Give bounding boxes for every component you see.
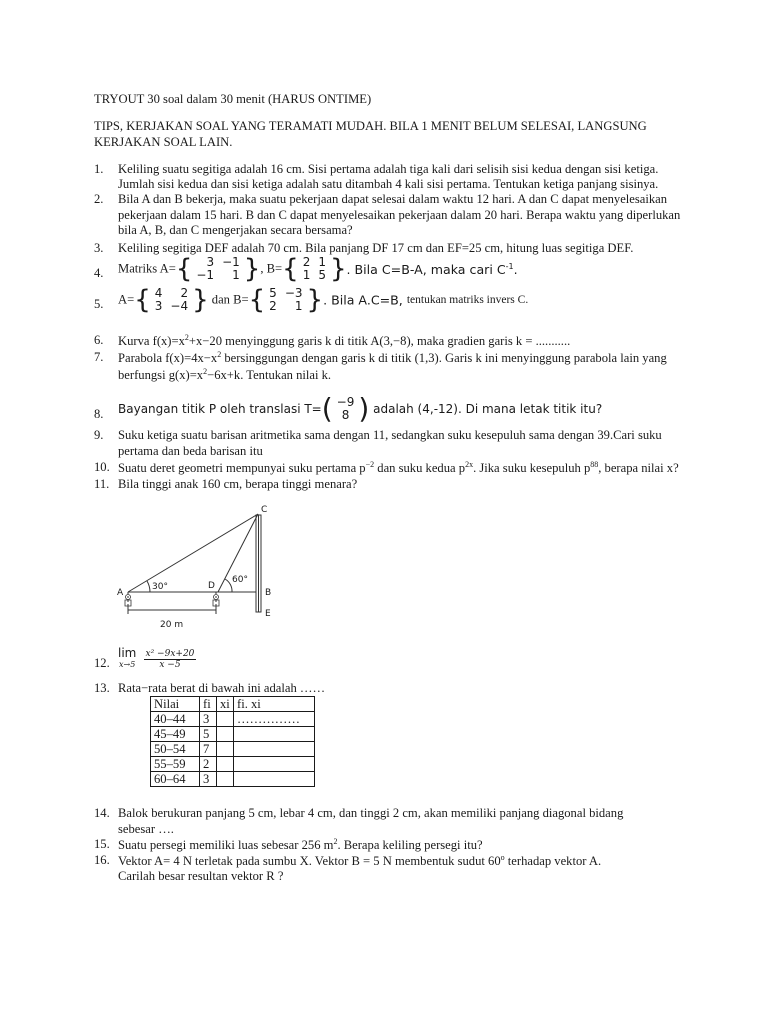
question-text: sebesar …. [118, 822, 174, 836]
question-text: bila A, B, dan C mengerjakan secara bersama? [118, 223, 353, 237]
matrix-bracket: { [175, 254, 193, 284]
question-text: Matriks A= [118, 261, 176, 276]
question-text-part: . Jika suku kesepuluh p [473, 461, 591, 476]
question-text [118, 333, 570, 349]
vector-cell: −9 [336, 395, 355, 409]
table-cell [217, 727, 234, 742]
vector-bracket: ) [358, 392, 370, 425]
matrix-cell: 1 [294, 299, 303, 313]
matrix-cell: −1 [196, 268, 215, 282]
superscript: 2 [333, 837, 338, 846]
question-number: 2. [94, 192, 104, 206]
question-text: Keliling segitiga DEF adalah 70 cm. Bila panjang DF 17 cm dan EF=25 cm, hitung luas segitiga DEF. [118, 241, 634, 255]
angle-d-label: 60° [232, 575, 248, 585]
matrix-bracket: } [306, 285, 324, 315]
question-number: 11. [94, 477, 110, 491]
table-cell: 55–59 [151, 757, 200, 772]
question-text: Carilah besar resultan vektor R ? [118, 869, 284, 883]
question-text-part: terhadap vektor A. [504, 854, 602, 869]
question-number: 14. [94, 806, 110, 820]
question-text-part: bersinggungan dengan garis k di titik (1,3). Garis k ini menyinggung parabola lain yang [221, 351, 667, 366]
question-text: A= [118, 292, 135, 307]
denominator: x −5 [159, 659, 181, 670]
table-cell: 2 [200, 757, 217, 772]
matrix-cell: 2 [302, 255, 311, 269]
table-row [151, 742, 315, 757]
question-text [118, 367, 331, 383]
limit-fraction [144, 649, 197, 670]
table-cell [234, 772, 315, 787]
header-cell: xi [217, 697, 234, 712]
question-text [118, 853, 601, 869]
question-text-part: Suatu persegi memiliki luas sebesar 256 m [118, 838, 334, 853]
limit-subscript: x→5 [119, 660, 136, 669]
question-text-part: . Berapa keliling persegi itu? [337, 838, 483, 853]
matrix-a [151, 287, 192, 313]
table-cell: 45–49 [151, 727, 200, 742]
table-cell: 3 [200, 712, 217, 727]
superscript: o [500, 853, 505, 862]
matrix-cell: −4 [170, 299, 189, 313]
matrix-cell: 3 [206, 255, 215, 269]
matrix-cell: 1 [232, 268, 240, 282]
matrix-cell: 5 [318, 268, 326, 282]
question-text: Jumlah sisi kedua dan sisi ketiga adalah satu ditambah 4 kali sisi pertama. Tentukan ketiga panjang sisinya. [118, 177, 659, 191]
question-number: 6. [94, 333, 104, 347]
superscript: 2x [465, 460, 474, 469]
table-cell: 7 [200, 742, 217, 757]
question-text-part: , berapa nilai x? [598, 461, 679, 476]
question-text: , B= [260, 261, 283, 276]
question-text: Keliling suatu segitiga adalah 16 cm. Sisi pertama adalah tiga kali dari selisih sisi kedua dengan sisi ketiga. [118, 162, 659, 176]
question-text [118, 350, 667, 366]
table-header-row [151, 697, 315, 712]
question-number: 7. [94, 350, 104, 364]
matrix-bracket: { [248, 285, 266, 315]
matrix-cell: 5 [269, 286, 277, 300]
table-cell [217, 772, 234, 787]
question-number: 16. [94, 853, 110, 867]
question-text: adalah (4,-12). Di mana letak titik itu? [369, 402, 603, 416]
question-text-part: Kurva f(x)=x [118, 334, 185, 349]
question-text [118, 837, 483, 853]
superscript: -1 [505, 261, 514, 271]
superscript: 2 [184, 333, 189, 342]
question-text-part: . [513, 261, 518, 277]
vector-bracket: ( [321, 392, 333, 425]
tower-figure [110, 500, 290, 635]
frequency-table [150, 696, 315, 787]
question-number: 1. [94, 162, 104, 176]
question-text: Bayangan titik P oleh translasi T= [118, 402, 322, 416]
table-cell [217, 742, 234, 757]
question-text: Rata−rata berat di bawah ini adalah …… [118, 681, 326, 695]
tips-line-2: KERJAKAN SOAL LAIN. [94, 135, 233, 149]
question-text: Balok berukuran panjang 5 cm, lebar 4 cm, dan tinggi 2 cm, akan memiliki panjang diagonal bidang [118, 806, 624, 820]
matrix-bracket: } [243, 254, 261, 284]
numerator: x² −9x+20 [145, 648, 195, 659]
question-text-part: Parabola f(x)=4x−x [118, 351, 218, 366]
table-row [151, 727, 315, 742]
question-text-part: Suatu deret geometri mempunyai suku pertama p [118, 461, 366, 476]
superscript: −2 [365, 460, 375, 469]
matrix-bracket: { [282, 254, 299, 284]
superscript: 2 [203, 367, 208, 376]
matrix-cell: 3 [154, 299, 163, 313]
matrix-cell: −3 [284, 286, 303, 300]
question-text-part: Vektor A= 4 N terletak pada sumbu X. Vektor B = 5 N membentuk sudut 60 [118, 854, 501, 869]
superscript: 88 [590, 460, 599, 469]
translation-vector [333, 396, 359, 422]
header-cell: Nilai [151, 697, 200, 712]
limit-symbol: lim [118, 646, 137, 660]
vector-cell: 8 [341, 408, 350, 422]
label-c: C [261, 505, 268, 515]
table-row [151, 757, 315, 772]
question-number: 9. [94, 428, 104, 442]
question-text: pertama dan beda barisan itu [118, 444, 263, 458]
matrix-b [299, 256, 330, 282]
question-text: . Bila A.C=B, [323, 292, 407, 308]
label-a: A [117, 588, 124, 598]
matrix-cell: 1 [302, 268, 311, 282]
document-title: TRYOUT 30 soal dalam 30 menit (HARUS ONTIME) [94, 92, 372, 106]
table-cell: 40–44 [151, 712, 200, 727]
matrix-cell: 1 [318, 255, 326, 269]
question-number: 4. [94, 266, 104, 280]
superscript: 2 [217, 350, 222, 359]
table-cell: 5 [200, 727, 217, 742]
table-cell: 60–64 [151, 772, 200, 787]
question-text-part: dan suku kedua p [374, 461, 466, 476]
matrix-bracket: { [134, 285, 151, 315]
matrix-cell: 2 [180, 286, 189, 300]
question-number: 13. [94, 681, 110, 695]
question-text: Bila A dan B bekerja, maka suatu pekerjaan dapat selesai dalam waktu 12 hari. A dan C dapat menyelesaikan [118, 192, 668, 206]
question-number: 3. [94, 241, 104, 255]
table-cell: 3 [200, 772, 217, 787]
label-b: B [265, 588, 272, 598]
matrix-cell: 4 [154, 286, 163, 300]
header-cell: fi [200, 697, 217, 712]
tips-line-1: TIPS, KERJAKAN SOAL YANG TERAMATI MUDAH. BILA 1 MENIT BELUM SELESAI, LANGSUNG [94, 119, 647, 133]
question-number: 12. [94, 656, 110, 670]
table-cell [234, 742, 315, 757]
question-number: 15. [94, 837, 110, 851]
matrix-b [265, 287, 306, 313]
matrix-a [192, 256, 243, 282]
question-text [118, 460, 679, 476]
table-row [151, 772, 315, 787]
table-cell: …………… [234, 712, 315, 727]
table-cell: 50–54 [151, 742, 200, 757]
matrix-cell: −1 [222, 255, 240, 269]
question-number: 8. [94, 407, 104, 421]
question-text-part: . Bila C=B-A, maka cari C [346, 261, 506, 277]
question-text: tentukan matriks invers C. [406, 294, 529, 306]
table-cell [217, 757, 234, 772]
matrix-cell: 2 [269, 299, 277, 313]
question-text: Bila tinggi anak 160 cm, berapa tinggi menara? [118, 477, 358, 491]
question-text: pekerjaan dalam 15 hari. B dan C dapat menyelesaikan pekerjaan dalam 20 hari. Berapa waktu yang diperlukan [118, 208, 681, 222]
question-text-part: −6x+k. Tentukan nilai k. [207, 368, 332, 383]
table-row [151, 712, 315, 727]
matrix-bracket: } [192, 285, 209, 315]
angle-a-label: 30° [152, 582, 168, 592]
table-cell [234, 727, 315, 742]
distance-label: 20 m [160, 620, 184, 630]
label-d: D [208, 581, 215, 591]
question-number: 5. [94, 297, 104, 311]
question-text-part: berfungsi g(x)=x [118, 368, 204, 383]
table-cell [234, 757, 315, 772]
matrix-bracket: } [329, 254, 347, 284]
question-text-part: +x−20 menyinggung garis k di titik A(3,−8), maka gradien garis k = ........... [188, 334, 571, 349]
label-e: E [265, 609, 271, 619]
table-cell [217, 712, 234, 727]
question-text: dan B= [208, 292, 249, 307]
header-cell: fi. xi [234, 697, 315, 712]
question-number: 10. [94, 460, 110, 474]
question-text [347, 262, 518, 277]
question-text: Suku ketiga suatu barisan aritmetika sama dengan 11, sedangkan suku kesepuluh sama dengan 39.Cari suku [118, 428, 662, 442]
